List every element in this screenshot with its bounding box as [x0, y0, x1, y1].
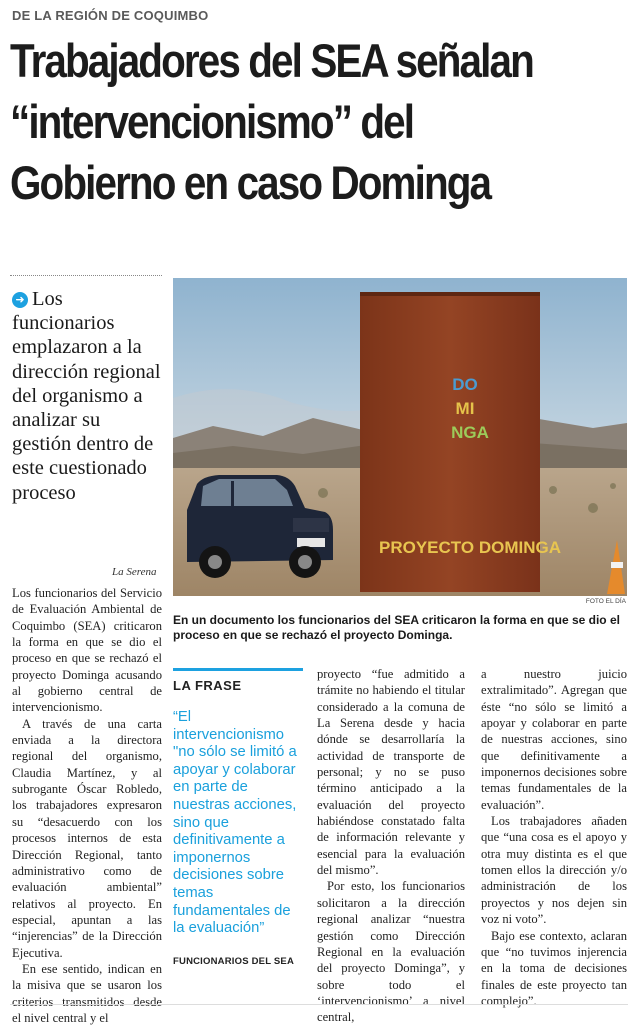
photo-credit: FOTO EL DÍA [585, 598, 626, 605]
pull-quote-text: “El intervencionismo "no sólo se limitó a apoyar y colaborar en parte de nuestras acciones, sino que definitivamente a imponernos decisiones sobre temas fundamentales de la evaluación” [173, 709, 297, 937]
headline [10, 30, 629, 213]
paragraph: a nuestro juicio extralimitado”. Agregan que éste “no sólo se limitó a apoyar y colaborar en parte de nuestras acciones, sino que definitivamente a imponernos decisiones sobre temas fundamentales de la evaluación”. [481, 667, 627, 812]
sign-text: PROYECTO DOMINGA [379, 538, 561, 557]
paragraph: En ese sentido, indican en la misiva que se usaron los criterios transmitidos desde el nivel central y el [12, 961, 162, 1025]
sign-letters-row-3: NGA [451, 423, 489, 442]
sign-letters-row-2: MI [455, 399, 475, 418]
headline-line-1: Trabajadores del SEA señalan [10, 34, 533, 87]
photo-caption: En un documento los funcionarios del SEA criticaron la forma en que se dio el proceso en que se rechazó el proyecto Dominga. [173, 613, 620, 642]
dateline-place: La Serena [112, 566, 157, 578]
article-photo [173, 278, 627, 596]
body-column-3 [317, 666, 465, 1026]
body-column-4 [481, 666, 627, 1009]
divider [10, 275, 162, 276]
paragraph: Los funcionarios del Servicio de Evaluación Ambiental de Coquimbo (SEA) criticaron la forma en que se dio el proceso en que se rechazó el proyecto Dominga acusando al gobierno central de intervencionismo. [12, 586, 162, 715]
paragraph: proyecto “fue admitido a trámite no habiendo el titular considerado a la comuna de La Serena desde y hacia dónde se desarrollaría la actividad de transporte de personal; y no se puso término anticipado a la evaluación del proyecto habiéndose constatado falta de información relevante y esencial para la evaluación del mismo”. [317, 667, 465, 878]
paragraph: Bajo ese contexto, aclaran que “no tuvimos injerencia en la toma de decisiones finales de este proyecto tan complejo”. [481, 928, 627, 1008]
paragraph: Por esto, los funcionarios solicitaron a la dirección regional analizar “nuestra gestión como Dirección Regional en la evaluación del proyecto Dominga”, y sobre todo el ‘intervencionismo’ a nivel central, [317, 879, 465, 1025]
pull-quote-author: FUNCIONARIOS DEL SEA [173, 955, 295, 967]
pull-quote-box [173, 668, 303, 967]
section-label: DE LA REGIÓN DE COQUIMBO [12, 8, 209, 23]
body-column-1 [12, 585, 162, 1026]
divider [10, 1004, 628, 1005]
paragraph: A través de una carta enviada a la directora regional del organismo, Claudia Martínez, y al subrogante Óscar Robledo, los trabajadores expresaron su “desacuerdo con los procesos internos de esta Dirección Regional, tanto administrativo como de evaluación ambiental” relativos al proyecto. En especial, apuntan a las “injerencias” de la Dirección Ejecutiva. [12, 716, 162, 960]
lead-paragraph [12, 287, 162, 505]
lead-text: Los funcionarios emplazaron a la dirección regional del organismo a analizar su gestión dentro de este cuestionado proceso [12, 288, 161, 504]
sign-letters-row-1: DO [452, 375, 478, 394]
headline-line-2: “intervencionismo” del [10, 95, 414, 148]
arrow-right-icon: ➜ [12, 292, 28, 308]
paragraph: Los trabajadores añaden que “una cosa es el apoyo y otra muy distinta es el que tomen ellos la dirección y/o administración de los proyectos y nos dejen sin voz ni voto”. [481, 814, 627, 927]
pull-quote-title: LA FRASE [173, 668, 303, 693]
headline-line-3: Gobierno en caso Dominga [10, 156, 491, 209]
